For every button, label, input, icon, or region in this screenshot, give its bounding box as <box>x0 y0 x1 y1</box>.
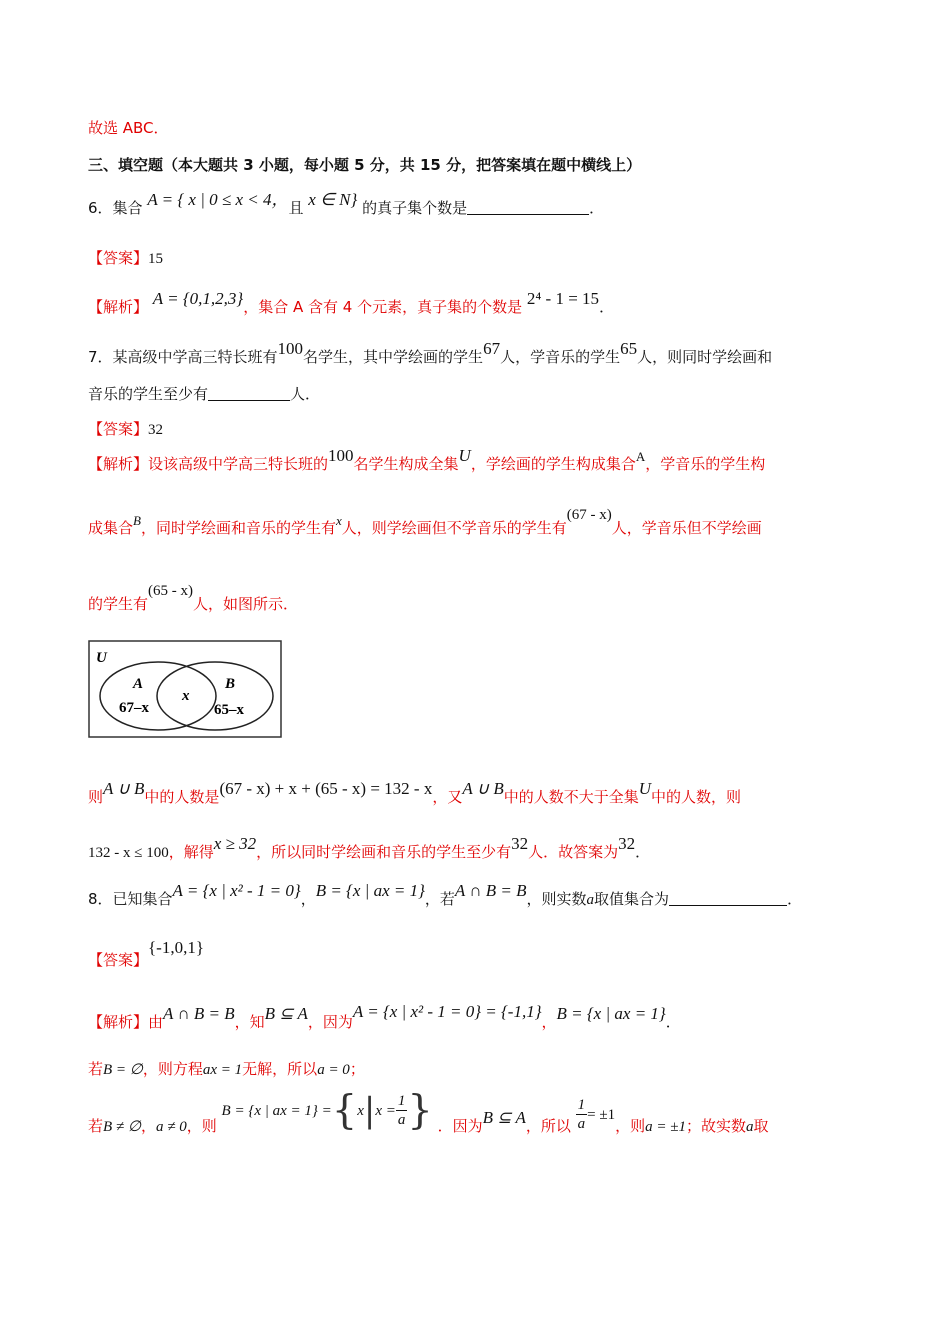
q7-text-d: 人，则同时学绘画和 <box>637 348 773 366</box>
q8-d1-den: a <box>397 1112 406 1128</box>
q6-number: 6．集合 <box>88 199 143 217</box>
q6-end: ． <box>589 199 605 217</box>
q7-a1-n: 100 <box>328 446 354 465</box>
q8-setA: A = {x | x² - 1 = 0} <box>172 881 301 900</box>
venn-count-B: 65–x <box>214 702 244 718</box>
venn-label-U: U <box>96 650 107 666</box>
q7-text-a: 7．某高级中学高三特长班有 <box>88 348 278 366</box>
q6-tail: 的真子集个数是 <box>362 199 468 217</box>
q8-end: ． <box>787 890 803 908</box>
q7-a1-a: 设该高级中学高三特长班的 <box>148 455 329 473</box>
q6-set-def: A = { x | 0 ≤ x < 4， <box>147 190 289 209</box>
q7-line2: 音乐的学生至少有 <box>88 385 209 403</box>
q7-answer <box>88 417 163 442</box>
q7-a1-c: ，学绘画的学生构成集合 <box>470 455 636 473</box>
q7-a3-a: 的学生有 <box>88 595 149 613</box>
q8-answer-tag: 【答案】 <box>88 951 149 969</box>
q7-analysis-line2 <box>88 507 762 541</box>
q8-d1-g: ；故实数 <box>685 1117 746 1135</box>
q8-tail: 取值集合为 <box>594 890 670 908</box>
q8-d1-setB: B = {x | ax = 1} = <box>221 1103 332 1119</box>
q8-answer-blank[interactable] <box>669 889 787 906</box>
intro-conclusion: 故选 ABC． <box>88 119 169 137</box>
q7-a3-expr: (65 - x) <box>148 583 194 599</box>
q8-d1-sub: B ⊆ A <box>482 1108 526 1127</box>
q8-d1-x2: x = <box>375 1103 396 1119</box>
q7-a4-b: 中的人数是 <box>144 788 220 806</box>
q6-cond: x ∈ N} <box>308 190 358 209</box>
q6-analysis-set: A = {0,1,2,3} <box>152 289 244 308</box>
q8-cond-a: ，若 <box>424 890 455 908</box>
q8-a-var: a <box>586 892 595 908</box>
q8-c1-b: ，则方程 <box>142 1060 203 1078</box>
q7-a2-c: 人，则学绘画但不学音乐的学生有 <box>341 519 567 537</box>
q8-d1-e: ，所以 <box>525 1117 571 1135</box>
q8-b1-a: 由 <box>148 1013 164 1031</box>
q8-d1-a: 若 <box>88 1117 104 1135</box>
q8-c1-empty: B = ∅ <box>103 1062 143 1078</box>
q8-d1-setB-group <box>221 1087 438 1134</box>
question-8 <box>88 881 803 912</box>
q8-cond: A ∩ B = B <box>454 881 527 900</box>
q8-b1-sub: B ⊆ A <box>264 1004 308 1023</box>
q8-cond-b: ，则实数 <box>526 890 587 908</box>
q8-d1-pm: = ±1 <box>587 1107 616 1123</box>
q8-b1-c: ，因为 <box>307 1013 353 1031</box>
bar-icon: | <box>363 1090 376 1131</box>
q8-b1-d: ， <box>541 1013 557 1031</box>
q7-a2-b: ，同时学绘画和音乐的学生有 <box>140 519 336 537</box>
q6-analysis-formula: 2⁴ - 1 = 15 <box>526 289 600 308</box>
q7-a2-expr: (67 - x) <box>566 507 612 523</box>
q7-a5-n2: 32 <box>618 834 636 853</box>
q6-answer-tag: 【答案】 <box>88 249 149 267</box>
q8-c1-eq: ax = 1 <box>202 1062 243 1078</box>
q7-a1-b: 名学生构成全集 <box>353 455 459 473</box>
q7-analysis-line5 <box>88 834 651 865</box>
left-brace-icon: { <box>331 1087 358 1134</box>
question-7-line2 <box>88 382 320 406</box>
q7-a4-union: A ∪ B <box>103 779 145 798</box>
q8-b1-end: ． <box>665 1013 681 1031</box>
q8-d1-num: 1 <box>397 1093 406 1109</box>
q8-c1-res: a = 0 <box>317 1062 350 1078</box>
question-7-line1 <box>88 339 773 369</box>
q8-b1-setB: B = {x | ax = 1} <box>556 1004 666 1023</box>
q7-a5-b: ，所以同时学绘画和音乐的学生至少有 <box>256 843 512 861</box>
q7-a2-B: B <box>133 513 141 528</box>
q8-d1-den2: a <box>577 1116 586 1132</box>
q7-a5-sol: x ≥ 32 <box>213 834 257 853</box>
section-heading: 三、填空题（本大题共 3 小题，每小题 5 分，共 15 分，把答案填在题中横线上） <box>88 156 642 174</box>
venn-diagram <box>88 640 284 740</box>
q8-analysis-line1 <box>88 1002 681 1034</box>
q7-answer-blank[interactable] <box>208 384 290 401</box>
q8-c1-a: 若 <box>88 1060 104 1078</box>
q8-analysis-line3 <box>88 1087 769 1155</box>
q6-answer-value: 15 <box>148 251 164 267</box>
q7-answer-tag: 【答案】 <box>88 420 149 438</box>
q7-n67: 67 <box>483 339 501 358</box>
q7-a5-expr: 132 - x ≤ 100 <box>88 845 169 861</box>
q7-a4-union2: A ∪ B <box>462 779 504 798</box>
q7-n100: 100 <box>277 339 304 358</box>
venn-label-x: x <box>182 688 190 704</box>
question-6 <box>88 190 605 220</box>
q8-d1-ne: B ≠ ∅ <box>103 1119 141 1135</box>
q8-d1-h: 取 <box>753 1117 769 1135</box>
q6-analysis-tag: 【解析】 <box>88 298 149 316</box>
q7-a1-A: A <box>635 449 646 464</box>
q8-analysis-line2 <box>88 1057 365 1082</box>
q7-a1-U: U <box>458 446 471 465</box>
q7-text-b: 名学生，其中学绘画的学生 <box>303 348 484 366</box>
q7-a4-c: ，又 <box>432 788 463 806</box>
q6-analysis <box>88 289 615 319</box>
q7-a5-end: ． <box>635 843 651 861</box>
q8-answer-value: {-1,0,1} <box>148 938 204 957</box>
q8-b1-cond: A ∩ B = B <box>163 1004 235 1023</box>
q7-a5-a: ，解得 <box>168 843 214 861</box>
q7-analysis-tag: 【解析】 <box>88 455 149 473</box>
q7-analysis-line4 <box>88 779 742 809</box>
q8-d1-c: ，则 <box>186 1117 217 1135</box>
q6-answer <box>88 246 163 271</box>
q7-a2-a: 成集合 <box>88 519 134 537</box>
venn-count-A: 67–x <box>119 700 149 716</box>
q7-a4-a: 则 <box>88 788 104 806</box>
q7-a5-c: 人．故答案为 <box>528 843 619 861</box>
q8-c1-c: 无解，所以 <box>242 1060 318 1078</box>
q8-d1-d: ．因为 <box>437 1117 483 1135</box>
q8-d1-frac2 <box>576 1096 588 1133</box>
q8-answer <box>88 938 204 972</box>
q8-d1-res: a = ±1 <box>645 1119 686 1135</box>
q7-a4-e: 中的人数，则 <box>651 788 742 806</box>
q8-analysis-tag: 【解析】 <box>88 1013 149 1031</box>
q8-d1-b: ， <box>140 1117 156 1135</box>
q6-analysis-end: ． <box>599 298 615 316</box>
q8-c1-end: ； <box>349 1060 365 1078</box>
q7-a4-expr: (67 - x) + x + (65 - x) = 132 - x <box>219 779 433 798</box>
q8-d1-a0: a ≠ 0 <box>156 1119 187 1135</box>
q8-d1-a2: a <box>745 1119 754 1135</box>
q7-text-c: 人，学音乐的学生 <box>500 348 621 366</box>
q8-b1-setA: A = {x | x² - 1 = 0} = {-1,1} <box>352 1002 542 1021</box>
q6-analysis-text: ，集合 A 含有 4 个元素，真子集的个数是 <box>243 298 523 316</box>
q7-analysis-line1 <box>88 446 766 477</box>
q8-d1-num2: 1 <box>577 1097 586 1113</box>
venn-label-A: A <box>133 676 144 692</box>
q7-n65: 65 <box>620 339 638 358</box>
q8-d1-f: ，则 <box>615 1117 646 1135</box>
q7-line2-end: 人． <box>290 385 321 403</box>
q7-a1-d: ，学音乐的学生构 <box>645 455 766 473</box>
q8-setB: B = {x | ax = 1} <box>315 881 425 900</box>
q8-d1-frac <box>396 1092 408 1129</box>
q7-a4-U: U <box>638 779 652 798</box>
venn-label-B: B <box>225 676 236 692</box>
right-brace-icon: } <box>407 1087 433 1134</box>
q7-a2-d: 人，学音乐但不学绘画 <box>611 519 762 537</box>
q7-a4-d: 中的人数不大于全集 <box>503 788 639 806</box>
q6-cond-word: 且 <box>288 199 304 217</box>
q7-a5-n: 32 <box>511 834 529 853</box>
q8-d1-x: x <box>357 1103 364 1119</box>
q7-analysis-line3 <box>88 583 299 617</box>
q6-answer-blank[interactable] <box>467 198 589 215</box>
q8-comma: ， <box>300 890 316 908</box>
q7-answer-value: 32 <box>148 422 164 438</box>
q8-b1-b: ，知 <box>234 1013 265 1031</box>
q7-a2-x: x <box>335 513 342 528</box>
q8-number: 8．已知集合 <box>88 890 173 908</box>
q7-a3-b: 人，如图所示． <box>193 595 299 613</box>
